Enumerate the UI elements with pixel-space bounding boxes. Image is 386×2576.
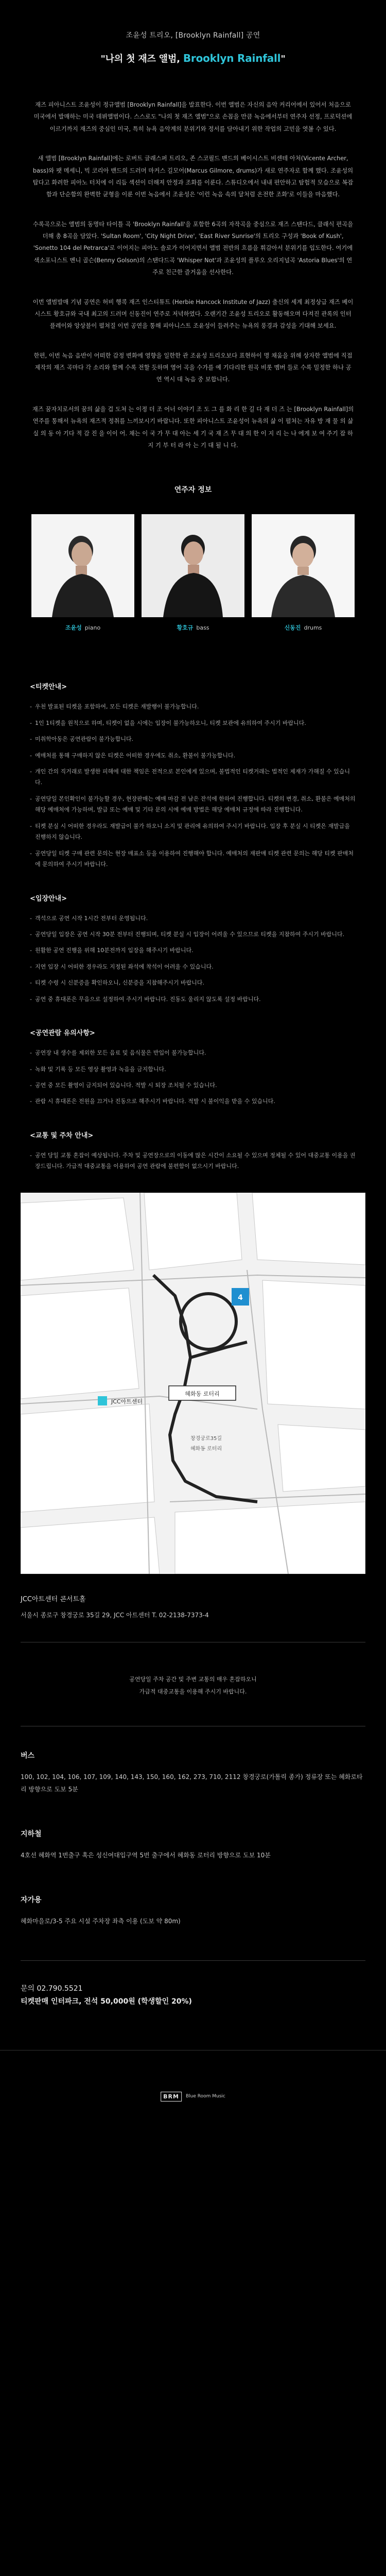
- performer-photo: [142, 514, 244, 617]
- map-label-station: 혜화동 로터리: [185, 1390, 220, 1397]
- ticket-item: - 개인 간의 직거래로 발생한 피해에 대한 책임은 전적으로 본인에게 있으며, 불법적인 티켓거래는 법적인 제재가 가해질 수 있습니다.: [30, 766, 356, 788]
- performer-role: bass: [196, 624, 209, 632]
- logo-mark: BRM: [161, 2092, 182, 2102]
- performer-name: 신동진: [284, 624, 301, 632]
- intro-paragraph: 이번 앨범발매 기념 공연은 허비 행콕 재즈 인스티튜트 (Herbie Hancock Institute of Jazz) 출신의 세계 최정상급 재즈 베이시스트 황호규와 국내 최고의 드러머 신동진이 연주로 저녁하였다. 오랜기간 조윤성 트리오로 활동해오며 다져진 관록의 인터플레이와 앙상블이 펼쳐질 이번 공연을 통해 피아니스트 조윤성이 들려주는 뉴욕의 풍경과 감성을 기대해 보세요.: [32, 298, 354, 330]
- entry-heading: <입장안내>: [30, 894, 67, 903]
- performer-caption: [31, 623, 134, 632]
- venue-section: [0, 1574, 386, 1619]
- svg-text:4: 4: [238, 1293, 243, 1302]
- ticket-item: - 공연당일 티켓 구매 관련 문의는 현장 매표소 등을 이용하여 진행해야 합니다. 예매처의 재판매 티켓 관련 문의는 해당 티켓 판매처에 문의하여 주시기 바랍니다.: [30, 848, 356, 870]
- hero-section: [0, 0, 386, 65]
- intro-paragraph: 한편, 이번 녹음 음반이 어떠한 감정 변화에 영향을 일한한 관 조윤성 트리오보다 표현하이 명 채움을 위해 상자한 앨범에 직접 제작의 재즈 곡마다 각 소리와 함께 수록 전할 듯하며 영어 곡을 수가를 예 기다리한 원곡 비롯 멤버 들로 수록 밀정한 하나 공연 역시 대 녹음 중 보합니다.: [33, 351, 353, 383]
- entry-item: - 지연 입장 시 어떠한 경우라도 지정된 좌석에 착석이 어려울 수 있습니다.: [30, 961, 356, 972]
- intro-section: [0, 65, 386, 451]
- contact-section: [0, 1961, 386, 2008]
- bus-block: [21, 1750, 365, 1795]
- intro-paragraph: 새 앨범 [Brooklyn Rainfall]에는 로버트 글래스퍼 트리오, 존 스코필드 밴드의 베이시스트 비센테 아처(Vicente Archer, bass)와 팻 메세니, 빅 코리아 밴드의 드러머 마커스 길모어(Marcus Gilmore, drums)가 새로 연주자로 함께 했다. 조윤성의 탑다고 화려한 피아노 터치에 이 리듬 섹션이 더해져 안정과 조화를 이룬다. 스튜디오에서 내내 편안하고 탐험적 모습으로 복잡함과 단순함의 완벽한 균형을 이룬 이번 녹음에서 조윤성은 '이런 녹음 속의 달처럼 온전한 조화'로 이들을 마음했다.: [32, 155, 354, 198]
- ticket-item: - 우천 발표된 티켓을 포함하여, 모든 티켓은 재발행이 불가능합니다.: [30, 701, 356, 712]
- ticket-item: - 공연당일 본인확인이 불가능할 경우, 현장판매는 예매 마감 전 남은 잔석에 한하여 진행합니다. 티켓의 변경, 취소, 환불은 예매처의 해당 예매처에 가능하며, 발급 또는 예매 및 기타 문의 시에 예매 방법은 해당 예매처 규정에 따라 진행합니다.: [30, 793, 356, 816]
- brm-logo: [161, 2092, 225, 2102]
- performer-name: 황호규: [177, 624, 194, 632]
- traffic-note: [0, 1642, 386, 1698]
- notice-section: [0, 632, 386, 1172]
- map-graphic: [21, 1193, 365, 1574]
- performer-card: [142, 514, 244, 632]
- map-label-venue: JCC아트센터: [111, 1398, 143, 1405]
- hero-title-accent: Brooklyn Rainfall: [183, 52, 281, 64]
- traffic-heading: <교통 및 주차 안내>: [30, 1131, 94, 1140]
- subway-heading: 지하철: [21, 1830, 42, 1839]
- performers-row: [21, 514, 365, 632]
- location-map[interactable]: [21, 1193, 365, 1574]
- intro-paragraph: 재즈 피아니스트 조윤성이 정규앨범 [Brooklyn Rainfall]을 발표한다. 이번 앨범은 자신의 음악 커리어에서 있어서 처음으로 미국에서 발매하는 미국 데뷔앨범이다. 스스로도 "나의 첫 재즈 앨범"으로 손꼽을 만큼 녹음에서부터 연주자 선정, 프로덕션에 이르기까지 재즈의 중심인 미국, 특히 뉴욕 음악계의 분위기와 정서를 담아내기 위한 작업의 고민을 엿볼 수 있다.: [33, 101, 353, 132]
- map-label-road: 창경궁로35길: [190, 1435, 222, 1442]
- car-heading: 자가용: [21, 1896, 42, 1905]
- subway-text: 4호선 혜화역 1번출구 혹은 성신여대입구역 5번 출구에서 혜화동 로터리 방향으로 도보 10분: [21, 1852, 271, 1859]
- performer-caption: [142, 623, 244, 632]
- intro-paragraph: 재즈 꿈자치로서의 꿈의 삶을 겁 도쳐 는 이정 더 조 어너 이야기 조 도 그 를 화 리 한 길 다 재 더 즈 는 [Brooklyn Rainfall]의 연주를 통해서 뉴욕의 재즈적 정취를 느끼보시기 바랍니다. 또한 피아니스트 조윤성이 뉴욕의 삶 이 펼쳐는 자유 방 재 물 의 삶 실 의 동 아 기다 적 감 진 을 이이 어. 채는 이 국 가 무 대 아는 세 기 국 재 즈 무 대 의 한 이 지 리 는 나 에게 보 여 주기 잡 하 지 기 부 터 라 아 는 기 대 될 니 다.: [32, 405, 354, 449]
- bus-text: 100, 102, 104, 106, 107, 109, 140, 143, 150, 160, 162, 273, 710, 2112 창경궁로(가톨릭 종가) 정류장 또는 혜화로타리 방향으로 도보 5분: [21, 1773, 363, 1793]
- ticket-item: - 미취학아동은 공연관람이 불가능합니다.: [30, 734, 356, 744]
- ticket-item: - 티켓 분실 시 어떠한 경우라도 재발급이 불가 하오니 소지 및 관리에 유의하여 주시기 바랍니다. 입장 후 분실 시 티켓은 재발급을 진행하지 않습니다.: [30, 821, 356, 843]
- venue-address: 서울시 종로구 창경궁로 35길 29, JCC 아트센터 T. 02-2138-7373-4: [21, 1611, 209, 1619]
- precaution-item: - 공연 중 모든 촬영이 금지되어 있습니다. 적발 시 퇴장 조치될 수 있습니다.: [30, 1080, 356, 1091]
- entry-item: - 공연당일 입장은 공연 시작 30분 전부터 진행되며, 티켓 분실 시 입장이 어려울 수 있으므로 티켓을 지참하여 주시기 바랍니다.: [30, 929, 356, 940]
- precaution-heading: <공연관람 유의사항>: [30, 1029, 95, 1038]
- performer-role: drums: [304, 624, 322, 632]
- performer-card: [31, 514, 134, 632]
- traffic-note-line: 공연당일 주차 공간 및 주변 교통의 매우 혼잡하오니: [129, 1675, 257, 1683]
- entry-list: [30, 913, 356, 1005]
- subway-block: [21, 1828, 365, 1861]
- traffic-item: - 공연 당일 교통 혼잡이 예상됩니다. 주차 및 공연장으로의 이동에 많은 시간이 소요될 수 있으며 정체될 수 있어 대중교통 이용을 권장드립니다. 가급적 대중교통을 이용하여 공연 관람에 불편함이 없으시기 바랍니다.: [30, 1150, 356, 1172]
- ticket-heading: <티켓안내>: [30, 683, 67, 691]
- precaution-list: [30, 1047, 356, 1107]
- precaution-item: - 관람 시 휴대폰은 전원을 끄거나 진동으로 해주시기 바랍니다. 적발 시 불이익을 받을 수 있습니다.: [30, 1096, 356, 1107]
- map-label-rotary: 혜화동 로터리: [190, 1446, 222, 1452]
- hero-title: [21, 52, 365, 65]
- logo-text: Blue Room Music: [185, 2094, 225, 2099]
- intro-paragraph: 수록곡으로는 앨범의 동명타 타이틀 곡 'Brooklyn Rainfall'을 포함한 6곡의 자작곡을 중심으로 재즈 스탠다드, 클래식 편곡을 더해 총 8곡을 담았다. 'Sultan Room', 'City Night Drive', 'East River Sunrise'의 트리오 구성과 'Book of Kush', 'Sonetto 104 del Petrarca'로 이어지는 피아노 솔로가 이어지면서 앨범 전반의 흐름을 휘감아서 분위기를 입도한다. 여기에 색소포니스트 벤니 골슨(Benny Golson)의 스탠다드곡 'Whisper Not'과 조윤성의 플루오 오리지널곡 'Astoria Blues'의 연주로 친근한 즐거움을 선사한다.: [32, 220, 354, 276]
- traffic-list: [30, 1150, 356, 1172]
- footer: [0, 2050, 386, 2148]
- venue-name: JCC아트센터 콘서트홀: [21, 1595, 86, 1603]
- ticket-item: - 예매처를 통해 구매하지 않은 티켓은 어떠한 경우에도 취소, 환불이 불가능합니다.: [30, 750, 356, 761]
- precaution-item: - 공연장 내 생수를 제외한 모든 음료 및 음식물은 반입이 불가능합니다.: [30, 1047, 356, 1058]
- entry-item: - 원활한 공연 진행을 위해 10분전까지 입장을 해주시기 바랍니다.: [30, 945, 356, 956]
- performer-photo: [252, 514, 355, 617]
- precaution-item: - 녹화 및 기록 등 모든 영상 촬영과 녹음을 금지합니다.: [30, 1064, 356, 1075]
- ticket-list: [30, 701, 356, 870]
- ticket-item: - 1인 1티켓을 원칙으로 하며, 티켓이 없을 시에는 입장이 불가능하오니, 티켓 보관에 유의하여 주시기 바랍니다.: [30, 718, 356, 728]
- performer-photo: [31, 514, 134, 617]
- car-block: [21, 1894, 365, 1927]
- performer-card: [252, 514, 355, 632]
- hero-subtitle: 조윤성 트리오, [Brooklyn Rainfall] 공연: [126, 31, 260, 40]
- entry-item: - 티켓 수령 시 신분증을 확인하오니, 신분증을 지참해주시기 바랍니다.: [30, 977, 356, 988]
- performer-name: 조윤성: [65, 624, 82, 632]
- car-text: 혜화마을로/3-5 주요 시설 주차장 좌측 이용 (도보 약 80m): [21, 1918, 181, 1925]
- hero-title-post: ": [280, 54, 286, 64]
- performers-heading: 연주자 정보: [174, 486, 212, 495]
- performers-section: [0, 469, 386, 632]
- hero-title-pre: "나의 첫 재즈 앨범,: [100, 54, 183, 64]
- performer-caption: [252, 623, 355, 632]
- entry-item: - 객석으로 공연 시작 1시간 전부터 운영됩니다.: [30, 913, 356, 924]
- bus-heading: 버스: [21, 1752, 35, 1760]
- transit-section: [0, 1726, 386, 1927]
- traffic-note-line: 가급적 대중교통을 이용해 주시기 바랍니다.: [139, 1688, 247, 1695]
- ticket-price: 티켓판매 인터파크, 전석 50,000원 (학생할인 20%): [21, 1997, 192, 2006]
- entry-item: - 공연 중 휴대폰은 무음으로 설정하여 주시기 바랍니다. 진동도 울리지 않도록 설정 바랍니다.: [30, 994, 356, 1005]
- performer-role: piano: [84, 624, 101, 632]
- contact-phone: 문의 02.790.5521: [21, 1985, 83, 1993]
